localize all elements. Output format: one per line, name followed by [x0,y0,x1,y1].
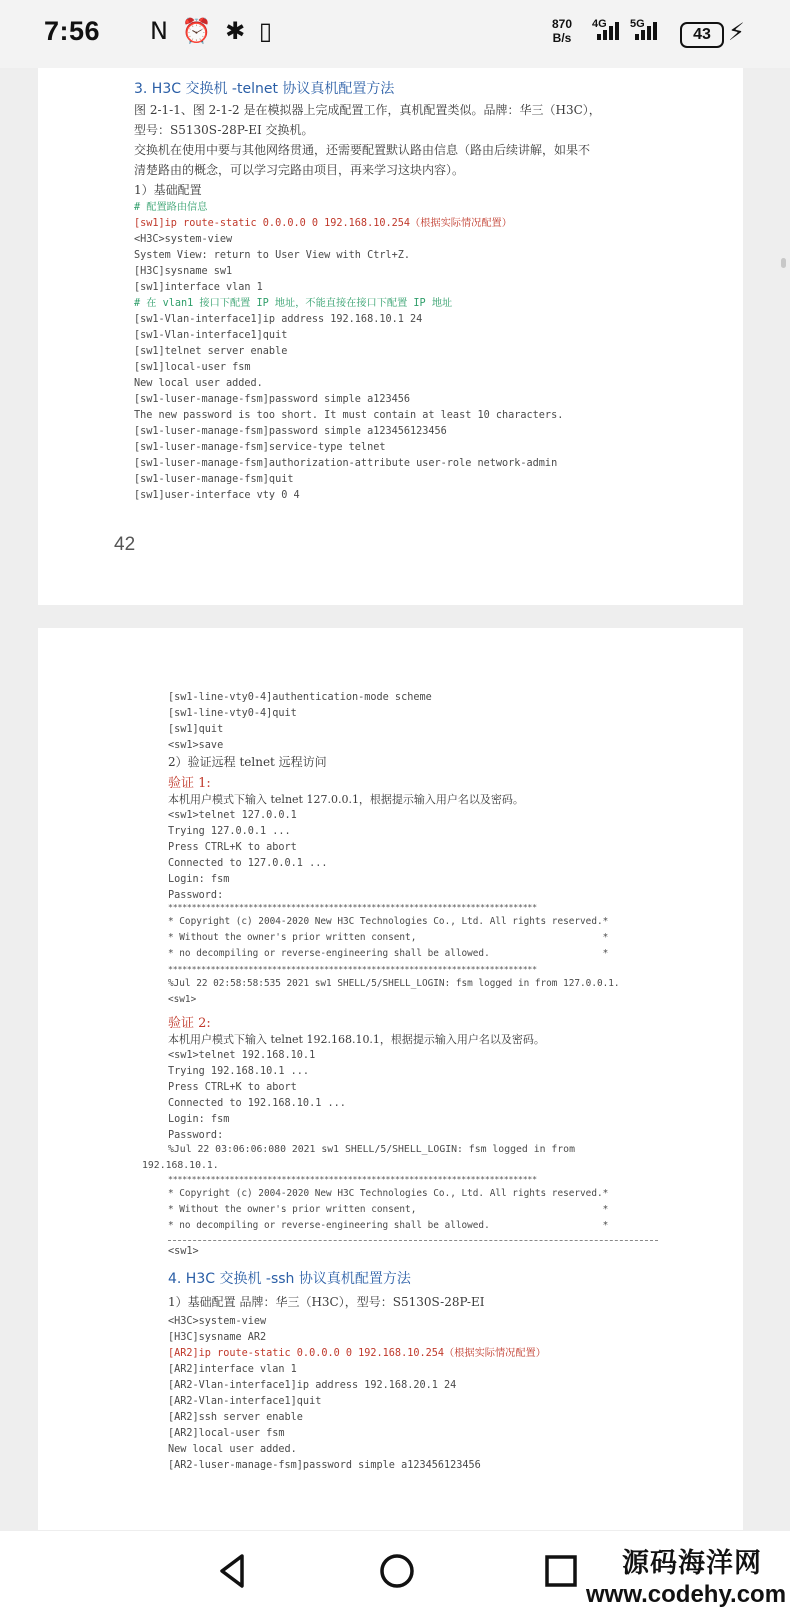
scroll-indicator[interactable] [781,258,786,268]
watermark-url: www.codehy.com [586,1581,787,1608]
page-number: 42 [114,534,136,555]
banner-border-bottom: ****************************************************************************** [168,964,537,974]
ssh-code-user: [AR2]interface vlan 1 [AR2-Vlan-interface1]ip address 192.168.20.1 24 [AR2-Vlan-interface1]quit [AR2]ssh server enable [AR2]local-user fsm New local user added. [AR2-luser-manage-fsm]password simple a123456123456 [168,1364,481,1471]
verify-1-log: %Jul 22 02:58:58:535 2021 sw1 SHELL/5/SHELL_LOGIN: fsm logged in from 127.0.0.1. <sw1> [168,978,620,1005]
recent-apps-icon[interactable] [541,1551,581,1595]
intro-line-1: 图 2-1-1、图 2-1-2 是在模拟器上完成配置工作，真机配置类似。品牌：华三（H3C）， [134,103,601,117]
signal-5g-label: 5G [630,18,645,30]
route-line-2: 清楚路由的概念，可以学习完路由项目，再来学习这块内容）。 [134,163,465,177]
verify-2-log-line-2: 192.168.10.1. [142,1160,219,1171]
navigation-bar [0,1531,790,1614]
code-block-setup: <H3C>system-view System View: return to User View with Ctrl+Z. [H3C]sysname sw1 [sw1]interface vlan 1 [134,234,411,293]
network-speed [552,17,572,45]
status-bar [0,0,790,68]
verify-2-code: <sw1>telnet 192.168.10.1 Trying 192.168.10.1 ... Press CTRL+K to abort Connected to 192.168.10.1 ... Login: fsm Password: [168,1050,346,1141]
notification-icons: N ⏰ ✱ ▯ [150,17,276,45]
step-basic-config: 1）基础配置 [134,183,202,197]
banner2-border-top: ****************************************************************************** [168,1174,537,1184]
prompt-end: <sw1> [168,1246,199,1257]
step-verify-telnet: 2）验证远程 telnet 远程访问 [168,755,327,769]
section-heading-ssh: 4. H3C 交换机 -ssh 协议真机配置方法 [168,1271,411,1287]
network-speed-unit: B/s [552,31,572,45]
network-speed-value: 870 [552,17,573,31]
document-page-42 [38,68,743,605]
verify-1-desc: 本机用户模式下输入 telnet 127.0.0.1，根据提示输入用户名以及密码。 [168,793,524,806]
banner-border-top: ****************************************************************************** [168,902,537,912]
section-heading-telnet: 3. H3C 交换机 -telnet 协议真机配置方法 [134,81,395,97]
battery-icon: 43 [680,22,724,48]
route-paragraph [134,140,734,180]
code-block-vty: [sw1-line-vty0-4]authentication-mode scheme [sw1-line-vty0-4]quit [sw1]quit <sw1>save [168,692,432,751]
code-block-user: [sw1-Vlan-interface1]ip address 192.168.10.1 24 [sw1-Vlan-interface1]quit [sw1]telnet server enable [sw1]local-user fsm New local user added. [sw1-luser-manage-fsm]password simple a123456 The new password is too short. It must contain at least 10 characters. [sw1-luser-manage-fsm]password simple a123456123456 [sw1-luser-manage-fsm]service-type telnet [sw1-luser-manage-fsm]authorization-attribute user-role network-admin [sw1-luser-manage-fsm]quit [sw1]user-interface vty 0 4 [134,314,564,501]
banner2-border-bottom [168,1240,658,1241]
intro-line-2: 型号：S5130S-28P-EI 交换机。 [134,123,314,137]
comment-route: # 配置路由信息 [134,202,208,213]
signal-4g-icon [597,22,619,40]
banner-text: * Copyright (c) 2004-2020 New H3C Technologies Co., Ltd. All rights reserved.* * Without the owner's prior written consent, * * no decompiling or reverse-engineering shall be allowed. * [168,916,609,959]
charging-icon: ⚡ [728,18,745,46]
verify-1-code: <sw1>telnet 127.0.0.1 Trying 127.0.0.1 ... Press CTRL+K to abort Connected to 127.0.0.1 ... Login: fsm Password: [168,810,328,901]
verify-1-label: 验证 1: [168,776,211,791]
route-command: [sw1]ip route-static 0.0.0.0 0 192.168.10.254（根据实际情况配置） [134,218,512,229]
comment-vlan: # 在 vlan1 接口下配置 IP 地址，不能直接在接口下配置 IP 地址 [134,298,453,309]
home-icon[interactable] [377,1551,417,1595]
document-page-43 [38,628,743,1530]
signal-4g-label: 4G [592,18,607,30]
intro-paragraph [134,100,734,140]
ssh-route-command: [AR2]ip route-static 0.0.0.0 0 192.168.10.254（根据实际情况配置） [168,1348,546,1359]
ssh-code-setup: <H3C>system-view [H3C]sysname AR2 [168,1316,267,1343]
route-line-1: 交换机在使用中要与其他网络贯通，还需要配置默认路由信息（路由后续讲解，如果不 [134,143,591,157]
step-ssh-basic: 1）基础配置 品牌：华三（H3C），型号：S5130S-28P-EI [168,1295,485,1309]
verify-2-log-line-1: %Jul 22 03:06:06:080 2021 sw1 SHELL/5/SHELL_LOGIN: fsm logged in from [168,1144,575,1155]
status-time: 7:56 [44,16,101,46]
banner2-text: * Copyright (c) 2004-2020 New H3C Technologies Co., Ltd. All rights reserved.* * Without the owner's prior written consent, * * no decompiling or reverse-engineering shall be allowed. * [168,1188,609,1231]
signal-5g-icon [635,22,657,40]
watermark-title: 源码海洋网 [622,1548,762,1579]
verify-2-label: 验证 2: [168,1016,211,1031]
verify-2-desc: 本机用户模式下输入 telnet 192.168.10.1，根据提示输入用户名以及密码。 [168,1033,545,1046]
back-icon[interactable] [212,1551,252,1595]
